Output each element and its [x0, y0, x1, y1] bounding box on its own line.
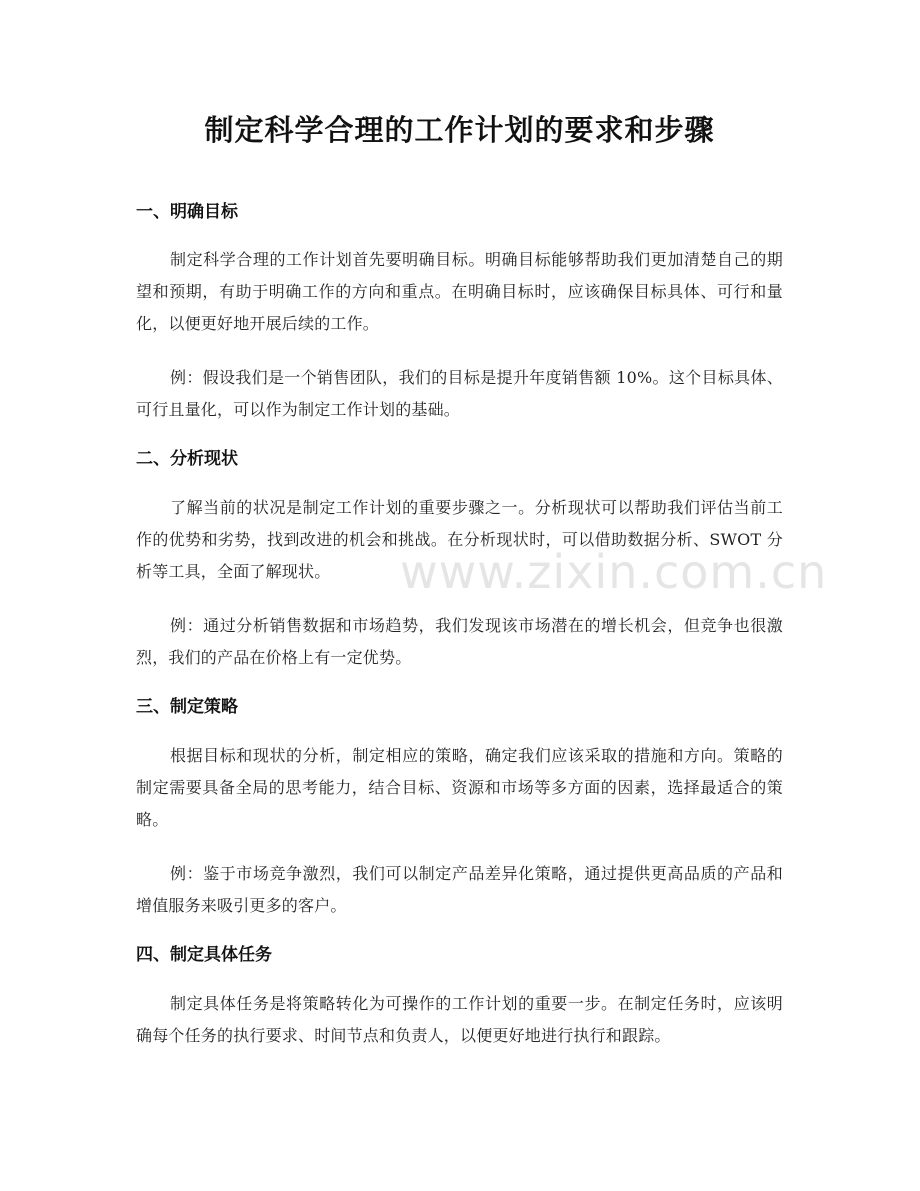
section-clarify-goals: [136, 201, 783, 427]
section-example: 例：假设我们是一个销售团队，我们的目标是提升年度销售额 10%。这个目标具体、可行且量化，可以作为制定工作计划的基础。: [136, 368, 783, 420]
document-title: 制定科学合理的工作计划的要求和步骤: [204, 113, 715, 147]
section-paragraph: 根据目标和现状的分析，制定相应的策略，确定我们应该采取的措施和方向。策略的制定需要具备全局的思考能力，结合目标、资源和市场等多方面的因素，选择最适合的策略。: [136, 745, 783, 829]
section-analyze-status: [136, 448, 783, 674]
section-heading: 一、明确目标: [136, 201, 238, 222]
section-heading: 三、制定策略: [136, 697, 238, 718]
section-example: 例：通过分析销售数据和市场趋势，我们发现该市场潜在的增长机会，但竞争也很激烈，我们的产品在价格上有一定优势。: [136, 616, 783, 668]
section-paragraph: 制定具体任务是将策略转化为可操作的工作计划的重要一步。在制定任务时，应该明确每个任务的执行要求、时间节点和负责人，以便更好地进行执行和跟踪。: [136, 993, 783, 1045]
section-specific-tasks: [136, 944, 783, 1052]
section-paragraph: 制定科学合理的工作计划首先要明确目标。明确目标能够帮助我们更加清楚自己的期望和预期，有助于明确工作的方向和重点。在明确目标时，应该确保目标具体、可行和量化，以便更好地开展后续的工作。: [136, 250, 783, 334]
section-paragraph: 了解当前的状况是制定工作计划的重要步骤之一。分析现状可以帮助我们评估当前工作的优势和劣势，找到改进的机会和挑战。在分析现状时，可以借助数据分析、SWOT 分析等工具，全面了解现状。: [136, 498, 783, 582]
section-heading: 二、分析现状: [136, 449, 238, 470]
section-make-strategy: [136, 696, 783, 922]
section-heading: 四、制定具体任务: [136, 944, 272, 965]
section-example: 例：鉴于市场竞争激烈，我们可以制定产品差异化策略，通过提供更高品质的产品和增值服务来吸引更多的客户。: [136, 863, 783, 915]
watermark-text: www.zixin.com.cn: [400, 545, 828, 599]
